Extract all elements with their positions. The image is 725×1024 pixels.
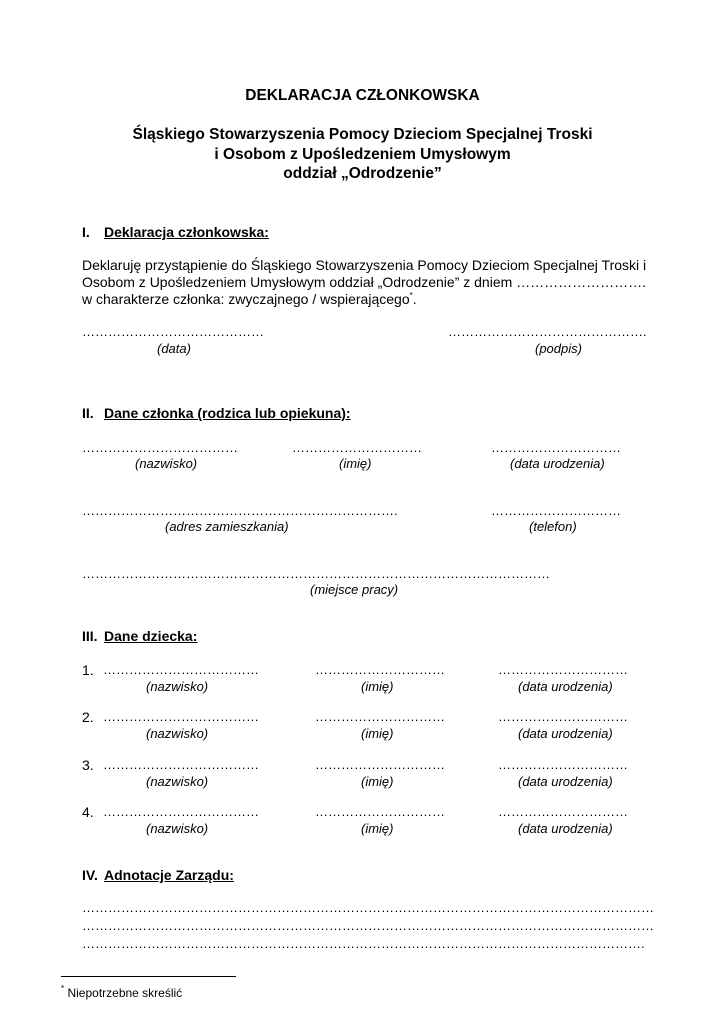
member-birthdate-field[interactable]: ………………………… xyxy=(491,440,621,455)
board-notes-line1[interactable]: …………………………………………………………………………………………………………………… xyxy=(82,900,654,915)
child-surname-label: (nazwisko) xyxy=(146,679,209,694)
member-surname-field[interactable]: ……………………………… xyxy=(82,440,238,455)
footnote-mark: * xyxy=(409,291,413,300)
section-3-number: III. xyxy=(82,628,98,644)
member-birthdate-label: (data urodzenia) xyxy=(510,456,605,471)
member-name-label: (imię) xyxy=(339,456,372,471)
declaration-text-line2: Osobom z Upośledzeniem Umysłowym oddział „Odrodzenie” z dniem ………………………. xyxy=(82,274,647,290)
member-workplace-field[interactable]: ……………………………………………………………………………………………… xyxy=(82,566,550,581)
member-address-field[interactable]: ………………………………………………………………. xyxy=(82,503,398,518)
member-surname-label: (nazwisko) xyxy=(135,456,198,471)
board-notes-line3[interactable]: …………………………………………………………………………………………………………………. xyxy=(82,936,645,951)
section-2-number: II. xyxy=(82,405,94,421)
child-surname-label: (nazwisko) xyxy=(146,821,209,836)
declaration-line3-end: . xyxy=(412,291,417,307)
declaration-text-line1: Deklaruję przystąpienie do Śląskiego Stowarzyszenia Pomocy Dzieciom Specjalnej Troski i xyxy=(82,257,647,273)
section-4-number: IV. xyxy=(82,867,98,883)
section-4-label: Adnotacje Zarządu: xyxy=(104,867,234,883)
section-2-heading xyxy=(82,405,351,422)
child-name-label: (imię) xyxy=(361,726,394,741)
section-1-heading xyxy=(82,224,269,241)
child-row-number: 1. xyxy=(82,662,94,678)
child-surname-field[interactable]: ……………………………… xyxy=(103,709,259,724)
member-phone-label: (telefon) xyxy=(529,519,577,534)
footnote xyxy=(61,984,182,1000)
member-address-label: (adres zamieszkania) xyxy=(165,519,289,534)
child-birthdate-field[interactable]: ………………………… xyxy=(498,804,628,819)
child-surname-label: (nazwisko) xyxy=(146,726,209,741)
footnote-marker: * xyxy=(61,984,65,993)
declaration-text-line3 xyxy=(82,291,417,308)
child-birthdate-label: (data urodzenia) xyxy=(518,821,613,836)
section-1-number: I. xyxy=(82,224,90,240)
child-name-label: (imię) xyxy=(361,679,394,694)
child-surname-field[interactable]: ……………………………… xyxy=(103,662,259,677)
child-birthdate-label: (data urodzenia) xyxy=(518,726,613,741)
child-birthdate-label: (data urodzenia) xyxy=(518,679,613,694)
signature-label: (podpis) xyxy=(535,341,582,356)
child-surname-field[interactable]: ……………………………… xyxy=(103,804,259,819)
date-field[interactable]: …………………………………… xyxy=(82,324,264,339)
child-name-field[interactable]: ………………………… xyxy=(315,709,445,724)
member-name-field[interactable]: ………………………… xyxy=(292,440,422,455)
child-surname-label: (nazwisko) xyxy=(146,774,209,789)
board-notes-line2[interactable]: …………………………………………………………………………………………………………………… xyxy=(82,918,654,933)
date-label: (data) xyxy=(157,341,191,356)
member-phone-field[interactable]: ………………………… xyxy=(491,503,621,518)
child-birthdate-label: (data urodzenia) xyxy=(518,774,613,789)
child-row-number: 2. xyxy=(82,709,94,725)
child-name-field[interactable]: ………………………… xyxy=(315,662,445,677)
child-surname-field[interactable]: ……………………………… xyxy=(103,757,259,772)
child-row-number: 4. xyxy=(82,804,94,820)
document-title: DEKLARACJA CZŁONKOWSKA xyxy=(245,87,480,104)
child-name-label: (imię) xyxy=(361,821,394,836)
child-name-label: (imię) xyxy=(361,774,394,789)
member-workplace-label: (miejsce pracy) xyxy=(310,582,399,597)
section-1-label: Deklaracja członkowska: xyxy=(104,224,269,240)
organization-branch: oddział „Odrodzenie” xyxy=(283,165,442,182)
child-name-field[interactable]: ………………………… xyxy=(315,804,445,819)
section-3-heading xyxy=(82,628,197,645)
section-4-heading xyxy=(82,867,234,884)
section-2-label: Dane członka (rodzica lub opiekuna): xyxy=(104,405,351,421)
child-birthdate-field[interactable]: ………………………… xyxy=(498,709,628,724)
child-birthdate-field[interactable]: ………………………… xyxy=(498,662,628,677)
child-birthdate-field[interactable]: ………………………… xyxy=(498,757,628,772)
organization-name-line1: Śląskiego Stowarzyszenia Pomocy Dzieciom Specjalnej Troski xyxy=(132,126,593,143)
organization-name-line2: i Osobom z Upośledzeniem Umysłowym xyxy=(214,146,511,163)
membership-type-text: w charakterze członka: zwyczajnego / wspierającego xyxy=(82,291,410,307)
child-name-field[interactable]: ………………………… xyxy=(315,757,445,772)
child-row-number: 3. xyxy=(82,757,94,773)
footnote-divider xyxy=(61,976,236,977)
footnote-text: Niepotrzebne skreślić xyxy=(64,986,183,1000)
signature-field[interactable]: ………………………………………. xyxy=(448,324,647,339)
section-3-label: Dane dziecka: xyxy=(104,628,198,644)
